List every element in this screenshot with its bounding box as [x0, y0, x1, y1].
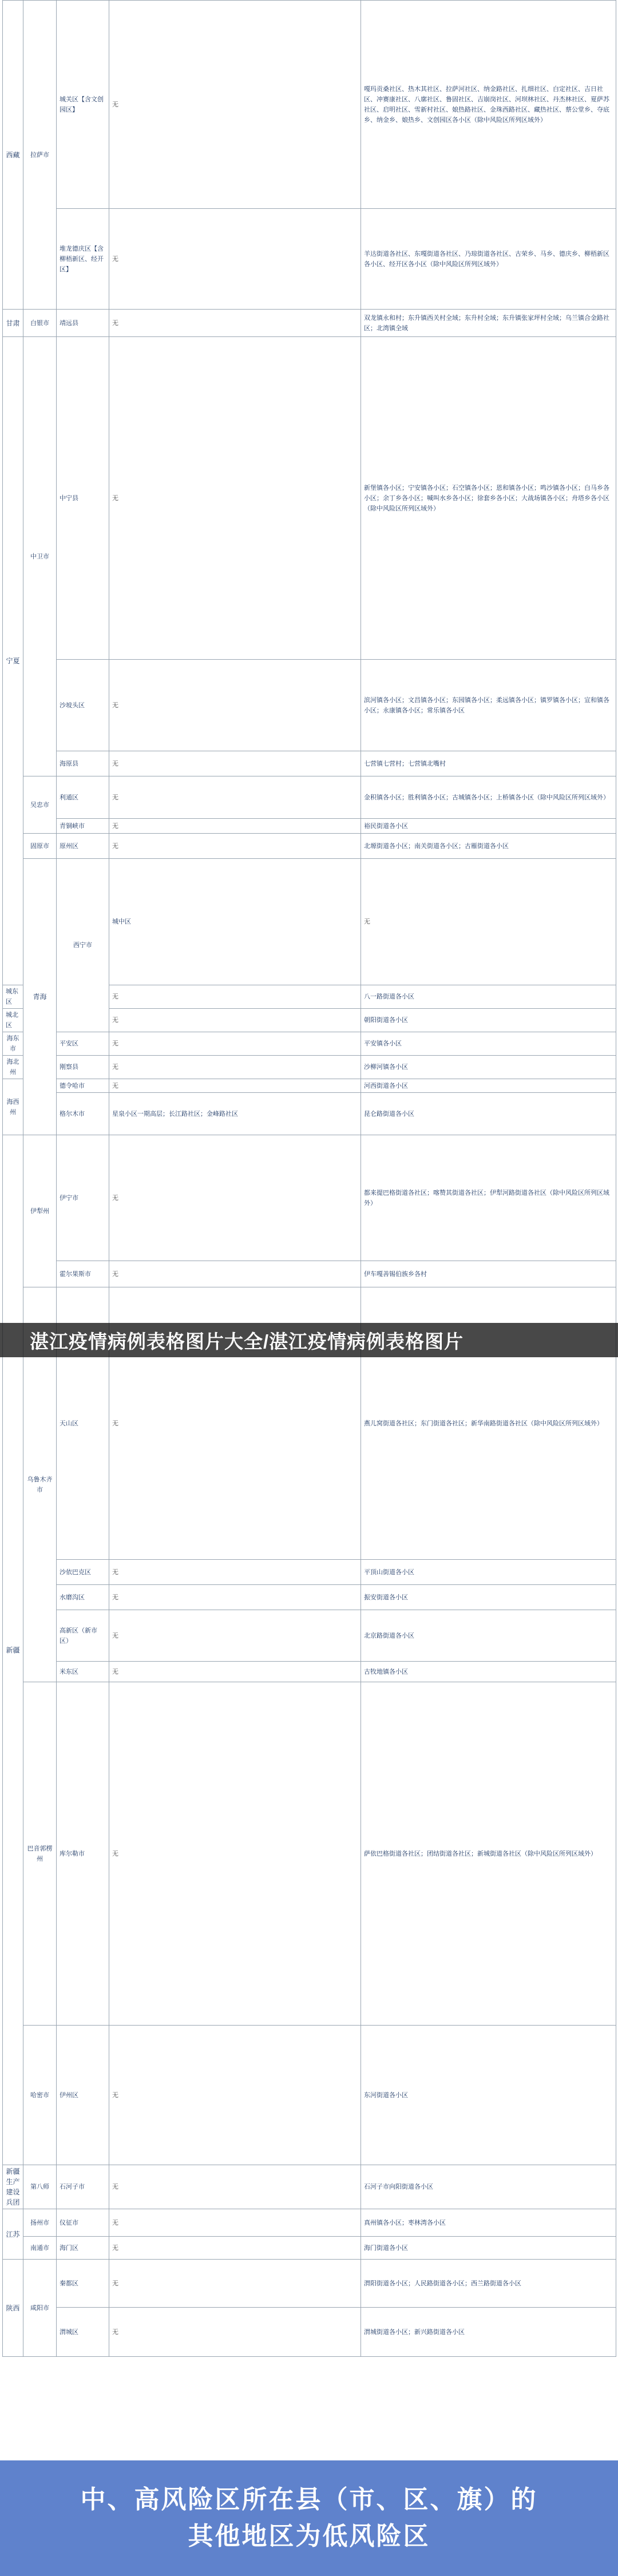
table-row — [3, 1662, 616, 1682]
high-risk-cell: 无 — [109, 209, 361, 310]
high-risk-cell: 无 — [109, 834, 361, 859]
title-overlay — [0, 1323, 618, 1357]
province-cell: 甘肃 — [3, 310, 23, 337]
table-row — [3, 1, 616, 209]
county-cell: 原州区 — [57, 834, 109, 859]
table-row — [3, 2026, 616, 2165]
footer-line-2: 其他地区为低风险区 — [188, 2522, 430, 2550]
table-row — [3, 834, 616, 859]
county-cell: 仪征市 — [57, 2209, 109, 2237]
mid-risk-cell: 古牧地镇各小区 — [361, 1662, 616, 1682]
mid-risk-cell: 河西街道各小区 — [361, 1079, 616, 1093]
table-row — [3, 1135, 616, 1261]
city-cell: 西宁市 — [57, 859, 109, 1032]
mid-risk-cell: 金积镇各小区；胜利镇各小区；古城镇各小区；上桥镇各小区（除中风险区所列区域外） — [361, 776, 616, 819]
overlay-title: 湛江疫情病例表格图片大全/湛江疫情病例表格图片 — [30, 1330, 464, 1352]
high-risk-cell: 无 — [109, 1079, 361, 1093]
city-cell: 海西州 — [3, 1079, 23, 1135]
table-row — [3, 337, 616, 660]
mid-risk-cell: 渭城街道各小区；新兴路街道各小区 — [361, 2308, 616, 2357]
county-cell: 渭城区 — [57, 2308, 109, 2357]
city-cell: 中卫市 — [23, 337, 57, 776]
mid-risk-cell: 海门街道各小区 — [361, 2237, 616, 2260]
mid-risk-cell: 朝阳街道各小区 — [361, 1009, 616, 1032]
high-risk-cell: 无 — [109, 1585, 361, 1610]
table-row — [3, 819, 616, 834]
footer-line-1: 中、高风险区所在县（市、区、旗）的 — [80, 2486, 538, 2514]
city-cell: 白银市 — [23, 310, 57, 337]
mid-risk-cell: 燕儿窝街道各社区；东门街道各社区；新华南路街道各社区（除中风险区所列区域外） — [361, 1287, 616, 1560]
mid-risk-cell: 八一路街道各小区 — [361, 985, 616, 1009]
county-cell: 格尔木市 — [57, 1093, 109, 1135]
table-row — [3, 1056, 616, 1079]
table-row — [3, 1560, 616, 1585]
county-cell: 水磨沟区 — [57, 1585, 109, 1610]
table-row — [3, 310, 616, 337]
risk-area-table — [2, 0, 616, 2357]
county-cell: 利通区 — [57, 776, 109, 819]
mid-risk-cell: 真州镇各小区；枣林湾各小区 — [361, 2209, 616, 2237]
city-cell: 拉萨市 — [23, 1, 57, 310]
mid-risk-cell: 双龙镇永和村；东升镇西关村全域；东升村全域；东升镇张家坪村全域；乌兰镇合金路社区；北湾镇全域 — [361, 310, 616, 337]
city-cell: 海东市 — [3, 1032, 23, 1056]
mid-risk-cell: 裕民街道各小区 — [361, 819, 616, 834]
table-row — [3, 209, 616, 310]
city-cell: 巴音郭楞州 — [23, 1682, 57, 2026]
high-risk-cell: 无 — [109, 1610, 361, 1662]
county-cell: 霍尔果斯市 — [57, 1261, 109, 1287]
table-row — [3, 1585, 616, 1610]
table-row — [3, 859, 616, 985]
county-cell: 沙依巴克区 — [57, 1560, 109, 1585]
high-risk-cell: 无 — [109, 1662, 361, 1682]
province-cell: 新疆生产建设兵团 — [3, 2165, 23, 2209]
mid-risk-cell: 滨河镇各小区；文昌镇各小区；东园镇各小区；柔远镇各小区；镇罗镇各小区；宣和镇各小区；永康镇各小区；常乐镇各小区 — [361, 660, 616, 751]
table-row — [3, 1610, 616, 1662]
county-cell: 城北区 — [3, 1009, 23, 1032]
county-cell: 堆龙德庆区【含柳梧新区、经开区】 — [57, 209, 109, 310]
mid-risk-cell: 振安街道各小区 — [361, 1585, 616, 1610]
province-cell: 西藏 — [3, 1, 23, 310]
mid-risk-cell: 萨依巴格街道各社区；团结街道各社区；新城街道各社区（除中风险区所列区域外） — [361, 1682, 616, 2026]
county-cell: 平安区 — [57, 1032, 109, 1056]
city-cell: 固原市 — [23, 834, 57, 859]
county-cell: 沙坡头区 — [57, 660, 109, 751]
province-cell: 青海 — [23, 859, 57, 1135]
table-row — [3, 1093, 616, 1135]
county-cell: 刚察县 — [57, 1056, 109, 1079]
high-risk-cell: 无 — [109, 2026, 361, 2165]
high-risk-cell: 星泉小区一期高层；长江路社区；金峰路社区 — [109, 1093, 361, 1135]
city-cell: 伊犁州 — [23, 1135, 57, 1287]
city-cell: 哈密市 — [23, 2026, 57, 2165]
mid-risk-cell: 石河子市向阳街道各小区 — [361, 2165, 616, 2209]
province-cell: 宁夏 — [3, 337, 23, 985]
mid-risk-cell: 嘎玛贡桑社区、热木其社区、拉萨河社区、纳金路社区、扎细社区、白定社区、吉日社区、冲赛康社区、八廓社区、鲁固社区、吉崩岗社区、河坝林社区、丹杰林社区、夏萨苏社区、启明社区、雪新村社区、娘热路社区、金珠西路社区、藏热社区、蔡公堂乡、夺底乡、纳金乡、娘热乡、文创园区各小区（除中风险区所列区域外） — [361, 1, 616, 209]
county-cell: 海原县 — [57, 751, 109, 776]
mid-risk-cell: 北京路街道各小区 — [361, 1610, 616, 1662]
high-risk-cell: 无 — [109, 1135, 361, 1261]
high-risk-cell: 无 — [109, 1682, 361, 2026]
high-risk-cell: 无 — [109, 751, 361, 776]
high-risk-cell: 无 — [109, 1032, 361, 1056]
high-risk-cell: 无 — [109, 1056, 361, 1079]
mid-risk-cell: 平安镇各小区 — [361, 1032, 616, 1056]
high-risk-cell: 无 — [109, 337, 361, 660]
province-cell: 陕西 — [3, 2260, 23, 2357]
high-risk-cell: 无 — [109, 819, 361, 834]
city-cell: 南通市 — [23, 2237, 57, 2260]
mid-risk-cell: 东河街道各小区 — [361, 2026, 616, 2165]
mid-risk-cell: 都来提巴格街道各社区；喀赞其街道各社区；伊犁河路街道各社区（除中风险区所列区域外） — [361, 1135, 616, 1261]
county-cell: 城中区 — [109, 859, 361, 985]
high-risk-cell: 无 — [109, 2260, 361, 2308]
mid-risk-cell: 昆仑路街道各小区 — [361, 1093, 616, 1135]
county-cell: 德令哈市 — [57, 1079, 109, 1093]
province-cell: 江苏 — [3, 2209, 23, 2260]
table-row — [3, 776, 616, 819]
county-cell: 靖远县 — [57, 310, 109, 337]
table-row — [3, 1261, 616, 1287]
city-cell: 乌鲁木齐市 — [23, 1287, 57, 1682]
city-cell: 海北州 — [3, 1056, 23, 1079]
high-risk-cell: 无 — [109, 310, 361, 337]
mid-risk-cell: 沙柳河镇各小区 — [361, 1056, 616, 1079]
mid-risk-cell: 平顶山街道各小区 — [361, 1560, 616, 1585]
county-cell: 库尔勒市 — [57, 1682, 109, 2026]
city-cell: 咸阳市 — [23, 2260, 57, 2357]
high-risk-cell: 无 — [109, 2237, 361, 2260]
high-risk-cell: 无 — [109, 660, 361, 751]
county-cell: 秦都区 — [57, 2260, 109, 2308]
county-cell: 高新区（新市区） — [57, 1610, 109, 1662]
table-row — [3, 751, 616, 776]
table-row — [3, 2237, 616, 2260]
table-row — [3, 660, 616, 751]
table-row — [3, 2308, 616, 2357]
high-risk-cell: 无 — [109, 1560, 361, 1585]
high-risk-cell: 无 — [109, 2165, 361, 2209]
county-cell: 青铜峡市 — [57, 819, 109, 834]
mid-risk-cell: 北塬街道各小区；南关街道各小区；古雁街道各小区 — [361, 834, 616, 859]
table-row — [3, 1032, 616, 1056]
high-risk-cell: 无 — [361, 859, 616, 985]
mid-risk-cell: 七营镇七营村；七营镇北嘴村 — [361, 751, 616, 776]
county-cell: 海门区 — [57, 2237, 109, 2260]
high-risk-cell: 无 — [109, 1261, 361, 1287]
high-risk-cell: 无 — [109, 2308, 361, 2357]
county-cell: 中宁县 — [57, 337, 109, 660]
mid-risk-cell: 渭阳街道各小区；人民路街道各小区；西兰路街道各小区 — [361, 2260, 616, 2308]
county-cell: 城东区 — [3, 985, 23, 1009]
high-risk-cell: 无 — [109, 985, 361, 1009]
high-risk-cell: 无 — [109, 776, 361, 819]
city-cell: 第八师 — [23, 2165, 57, 2209]
high-risk-cell: 无 — [109, 2209, 361, 2237]
high-risk-cell: 无 — [109, 1287, 361, 1560]
table-row — [3, 2165, 616, 2209]
county-cell: 伊宁市 — [57, 1135, 109, 1261]
county-cell: 米东区 — [57, 1662, 109, 1682]
province-cell: 新疆 — [3, 1135, 23, 2165]
county-cell: 城关区【含文创园区】 — [57, 1, 109, 209]
county-cell: 伊州区 — [57, 2026, 109, 2165]
high-risk-cell: 无 — [109, 1009, 361, 1032]
table-row — [3, 1079, 616, 1093]
footer-banner — [0, 2460, 618, 2576]
mid-risk-cell: 新堡镇各小区；宁安镇各小区；石空镇各小区；恩和镇各小区；鸣沙镇各小区；白马乡各小区；余丁乡各小区；喊叫水乡各小区；徐套乡各小区；大战场镇各小区；舟塔乡各小区（除中风险区所列区域外） — [361, 337, 616, 660]
county-cell: 石河子市 — [57, 2165, 109, 2209]
mid-risk-cell: 羊达街道各社区、东嘎街道各社区、乃琼街道各社区、古荣乡、马乡、德庆乡、柳梧新区各小区、经开区各小区（除中风险区所列区域外） — [361, 209, 616, 310]
table-row — [3, 2209, 616, 2237]
table-row — [3, 1682, 616, 2026]
county-cell: 天山区 — [57, 1287, 109, 1560]
city-cell: 吴忠市 — [23, 776, 57, 834]
table-row — [3, 2260, 616, 2308]
city-cell: 扬州市 — [23, 2209, 57, 2237]
mid-risk-cell: 伊车嘎善锡伯族乡各村 — [361, 1261, 616, 1287]
high-risk-cell: 无 — [109, 1, 361, 209]
